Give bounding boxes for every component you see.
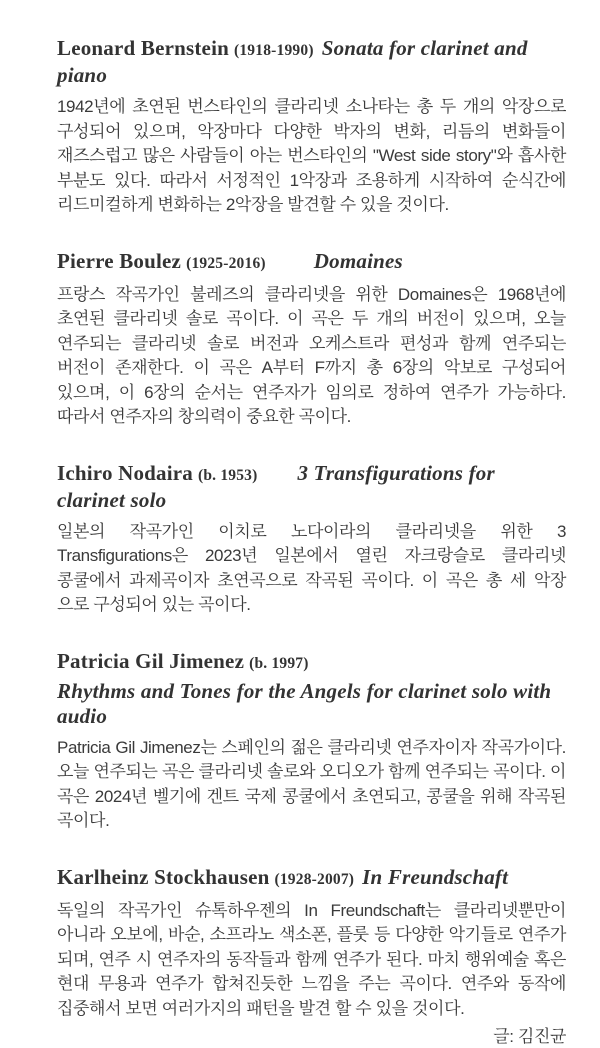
composer-name: Leonard Bernstein (57, 36, 229, 60)
piece-heading (57, 249, 566, 276)
piece-section-boulez (57, 249, 566, 430)
piece-description: 일본의 작곡가인 이치로 노다이라의 클라리넷을 위한 3 Transfigurations은 2023년 일본에서 열린 자크랑슬로 클라리넷 콩쿨에서 과제곡이자 초연곡으로 작곡된 곡이다. 이 곡은 총 세 악장 으로 구성되어 있는 곡이다. (57, 521, 566, 614)
piece-heading (57, 865, 566, 892)
composer-name: Ichiro Nodaira (57, 460, 193, 485)
piece-section-bernstein (57, 36, 566, 218)
piece-title: Sonata for clarinet and piano (57, 36, 528, 87)
composer-dates: (b. 1953) (198, 466, 258, 484)
composer-name: Patricia Gil Jimenez (57, 648, 245, 673)
piece-heading (57, 461, 566, 513)
piece-title: 3 Transfigurations for clarinet solo (57, 460, 495, 512)
piece-title: Domaines (313, 248, 403, 273)
composer-name: Pierre Boulez (57, 248, 182, 273)
piece-section-stockhausen (57, 865, 566, 1022)
piece-description: 프랑스 작곡가인 불레즈의 클라리넷을 위한 Domaines은 1968년에 초연된 클라리넷 솔로 곡이다. 이 곡은 두 개의 버전이 있으며, 오늘 연주되는 클라리넷 솔로 버전과 오케스트라 편성과 함께 연주되는 버전이 존재한다. 이 곡은 A부터 F까지 총 6장의 악보로 구성되어 있으며, 이 6장의 순서는 연주자가 임의로 정하여 연주가 가능하다. 따라서 연주자의 창의력이 중요한 곡이다. (57, 284, 566, 426)
composer-name: Karlheinz Stockhausen (57, 864, 270, 889)
piece-section-jimenez (57, 649, 566, 834)
author-credit: 글: 김진균 (493, 1027, 566, 1046)
piece-heading (57, 649, 566, 729)
piece-heading (57, 36, 566, 88)
piece-title: Rhythms and Tones for the Angels for clarinet solo with audio (57, 678, 552, 728)
composer-dates: (1928-2007) (274, 870, 355, 888)
piece-section-nodaira (57, 461, 566, 618)
composer-dates: (b. 1997) (249, 654, 309, 672)
piece-description: 독일의 작곡가인 슈톡하우젠의 In Freundschaft는 클라리넷뿐만이 아니라 오보에, 바순, 소프라노 색소폰, 플룻 등 다양한 악기들로 연주가 되며, 연주 시 연주자의 동작들과 함께 연주가 된다. 마치 행위예술 혹은 현대 무용과 연주가 합쳐진듯한 느낌을 주는 곡이다. 연주와 동작에 집중해서 보면 여러가지의 패턴을 발견 할 수 있을 것이다. (57, 900, 566, 1018)
piece-description: 1942년에 초연된 번스타인의 클라리넷 소나타는 총 두 개의 악장으로 구성되어 있으며, 악장마다 다양한 박자의 변화, 리듬의 변화들이 재즈스럽고 많은 사람들이 아는 번스타인의 "West side story"와 흡사한 부분도 있다. 따라서 서정적인 1악장과 조용하게 시작하여 순식간에 리드미컬하게 변화하는 2악장을 발견할 수 있을 것이다. (57, 97, 566, 214)
piece-title: In Freundschaft (362, 864, 509, 889)
composer-dates: (1918-1990) (234, 42, 314, 59)
composer-dates: (1925-2016) (186, 254, 266, 272)
piece-description: Patricia Gil Jimenez는 스페인의 젊은 클라리넷 연주자이자 작곡가이다. 오늘 연주되는 곡은 클라리넷 솔로와 오디오가 함께 연주되는 곡이다. 이 곡은 2024년 벨기에 겐트 국제 콩쿨에서 초연되고, 콩쿨을 위해 작곡된 곡이다. (57, 737, 566, 830)
